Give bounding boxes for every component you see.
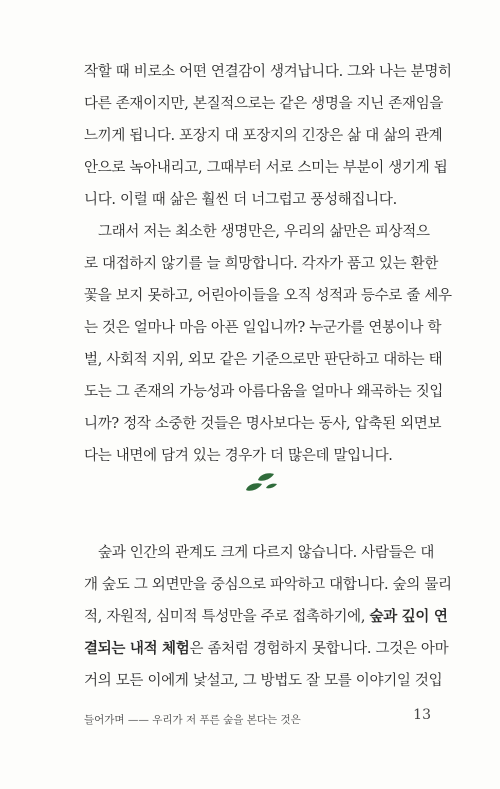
- text-line: 꽃을 보지 못하고, 어린아이들을 오직 성적과 등수로 줄 세우: [84, 288, 452, 304]
- text-line: 그래서 저는 최소한 생명만은, 우리의 삶만은 피상적으: [98, 224, 430, 240]
- text-segment: 은 좀처럼 경험하지 못합니다. 그것은 아마: [189, 641, 449, 657]
- text-line: 로 대접하지 않기를 늘 희망합니다. 각자가 품고 있는 환한: [84, 256, 439, 272]
- text-line: 개 숲도 그 외면만을 중심으로 파악하고 대합니다. 숲의 물리: [84, 577, 452, 593]
- paragraph-2: [84, 216, 452, 472]
- page-number: 13: [413, 707, 431, 723]
- emphasis-text: 결되는 내적 체험: [84, 640, 190, 657]
- text-line: 작할 때 비로소 어떤 연결감이 생겨납니다. 그와 나는 분명히: [84, 64, 452, 80]
- text-line: 숲과 인간의 관계도 크게 다르지 않습니다. 사람들은 대: [98, 545, 435, 561]
- leaf-ornament-icon: [240, 468, 280, 496]
- text-line: 니다. 이럴 때 삶은 훨씬 더 너그럽고 풍성해집니다.: [84, 192, 397, 208]
- text-line: [84, 633, 449, 665]
- paragraph-1: [84, 56, 452, 216]
- text-line: [84, 601, 448, 633]
- text-line: 안으로 녹아내리고, 그때부터 서로 스미는 부분이 생기게 됩: [84, 160, 448, 176]
- text-line: 거의 모든 이에게 낯설고, 그 방법도 잘 모를 이야기일 것입: [84, 673, 443, 689]
- paragraph-3: [84, 537, 452, 697]
- emphasis-text: 숲과 깊이 연: [369, 608, 448, 625]
- text-line: 니까? 정작 소중한 것들은 명사보다는 동사, 압축된 외면보: [84, 416, 442, 432]
- text-segment: 적, 자원적, 심미적 특성만을 주로 접촉하기에,: [84, 609, 370, 625]
- text-line: 다는 내면에 담겨 있는 경우가 더 많은데 말입니다.: [84, 448, 393, 464]
- text-line: 는 것은 얼마나 마음 아픈 일입니까? 누군가를 연봉이나 학: [84, 320, 442, 336]
- text-line: 다른 존재이지만, 본질적으로는 같은 생명을 지닌 존재임을: [84, 96, 444, 112]
- text-line: 도는 그 존재의 가능성과 아름다움을 얼마나 왜곡하는 짓입: [84, 384, 444, 400]
- text-line: 벌, 사회적 지위, 외모 같은 기준으로만 판단하고 대하는 태: [84, 352, 443, 368]
- running-title: 들어가며 —— 우리가 저 푸른 숲을 본다는 것은: [84, 714, 301, 726]
- text-line: 느끼게 됩니다. 포장지 대 포장지의 긴장은 삶 대 삶의 관계: [84, 128, 443, 144]
